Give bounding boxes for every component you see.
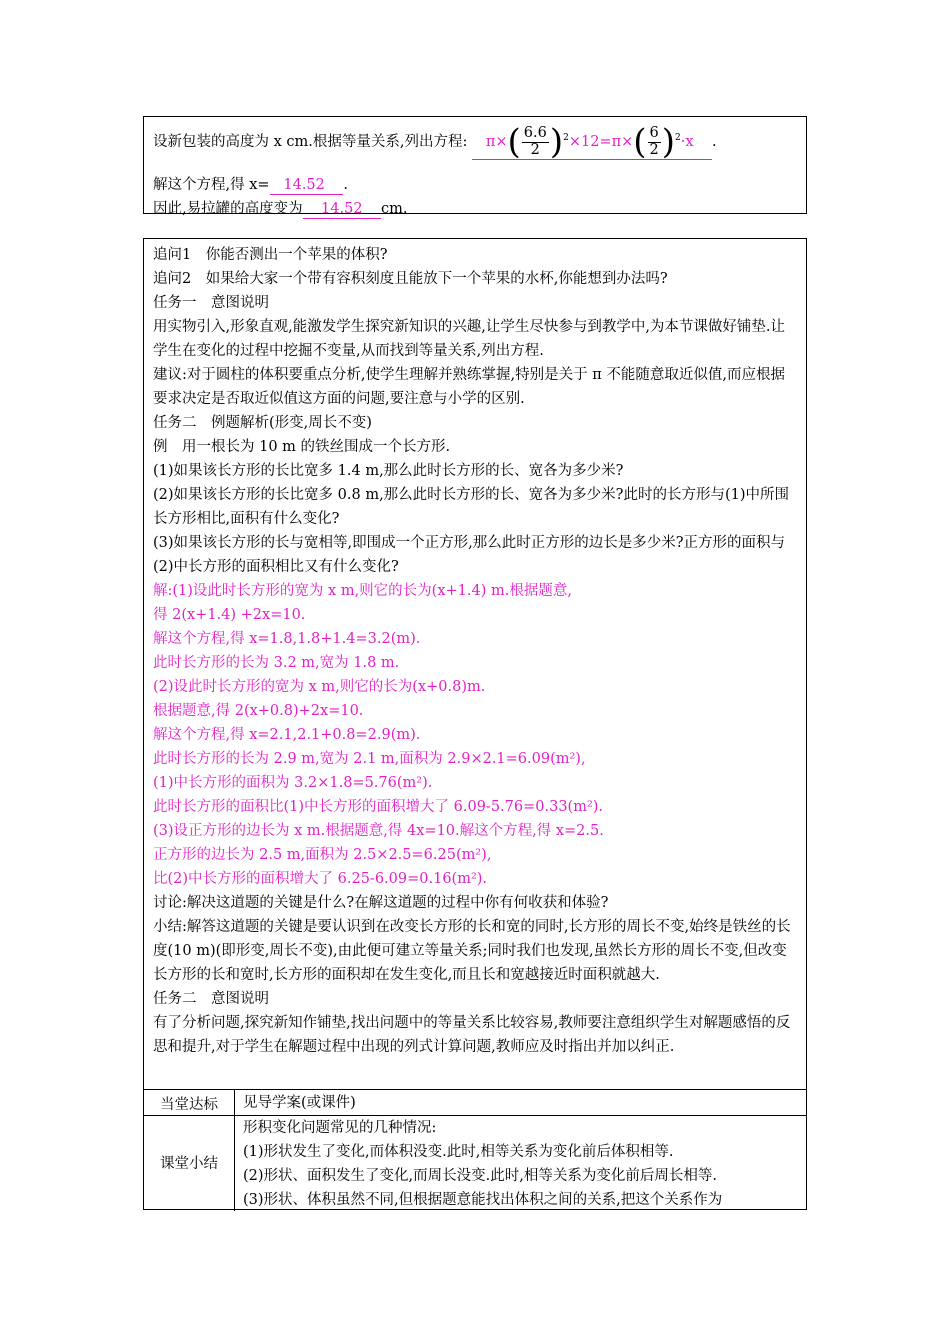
conclusion-line: 因此,易拉罐的高度变为 14.52 cm.: [153, 201, 408, 217]
discussion: 讨论:解决这道题的关键是什么?在解这道题的过程中你有何收获和体验?: [153, 895, 609, 911]
question-1: 追问1 你能否测出一个苹果的体积?: [153, 247, 388, 263]
lesson-content: [153, 243, 797, 1059]
example-question: (2)如果该长方形的长比宽多 0.8 m,那么此时长方形的长、宽各为多少米?此时的长方形与(1)中所围长方形相比,面积有什么变化?: [153, 487, 789, 527]
task-heading: 任务一 意图说明: [153, 295, 269, 311]
table-row-practice: [144, 1089, 806, 1116]
example-statement: 例 用一根长为 10 m 的铁丝围成一个长方形.: [153, 439, 451, 455]
task-heading: 任务二 意图说明: [153, 991, 269, 1007]
example-question: (1)如果该长方形的长比宽多 1.4 m,那么此时长方形的长、宽各为多少米?: [153, 463, 624, 479]
fraction-6.6-over-2: $\frac{6.6}{2}$: [523, 124, 547, 158]
paragraph: 用实物引入,形象直观,能激发学生探究新知识的兴趣,让学生尽快参与到教学中,为本节课做好铺垫.让学生在变化的过程中挖掘不变量,从而找到等量关系,列出方程.: [153, 319, 786, 359]
row-label: 当堂达标: [160, 1097, 218, 1113]
equation-line: 设新包装的高度为 x cm.根据等量关系,列出方程: π×( $\frac{6.6}{2}$ )$^2$×12=π×( $\frac{6}{2}$ )$^2$·x .: [153, 122, 717, 162]
row-value: 形积变化问题常见的几种情况: (1)形状发生了变化,而体积没变.此时,相等关系为变化前后体积相等. (2)形状、面积发生了变化,而周长没变.此时,相等关系为变化前后周长相等. (3)形状、体积虽然不同,但根据题意能找出体积之间的关系,把这个关系作为: [243, 1120, 723, 1208]
example-question: (3)如果该长方形的长与宽相等,即围成一个正方形,那么此时正方形的边长是多少米?正方形的面积与(2)中长方形的面积相比又有什么变化?: [153, 535, 786, 575]
table-row-summary: [144, 1115, 806, 1212]
equation-box: [143, 116, 807, 217]
paragraph: 有了分析问题,探究新知作铺垫,找出问题中的等量关系比较容易,教师要注意组织学生对解题感悟的反思和提升,对于学生在解题过程中出现的列式计算问题,教师应及时指出并加以纠正.: [153, 1015, 791, 1055]
task-heading: 任务二 例题解析(形变,周长不变): [153, 415, 372, 431]
row-label: 课堂小结: [160, 1156, 218, 1172]
summary: 小结:解答这道题的关键是要认识到在改变长方形的长和宽的同时,长方形的周长不变,始终是铁丝的长度(10 m)(即形变,周长不变),由此便可建立等量关系;同时我们也发现,虽然长方形的周长不变,但改变长方形的长和宽时,长方形的面积却在发生变化,而且长和宽越接近时面积就越大.: [153, 919, 791, 983]
row-value: 见导学案(或课件): [243, 1095, 356, 1111]
column-divider: [234, 1089, 235, 1211]
solve-line: 解这个方程,得 x= 14.52 .: [153, 177, 348, 193]
paragraph: 建议:对于圆柱的体积要重点分析,使学生理解并熟练掌握,特别是关于 π 不能随意取近似值,而应根据要求决定是否取近似值这方面的问题,要注意与小学的区别.: [153, 367, 785, 407]
question-2: 追问2 如果给大家一个带有容积刻度且能放下一个苹果的水杯,你能想到办法吗?: [153, 271, 668, 287]
fraction-6-over-2: $\frac{6}{2}$: [649, 124, 659, 158]
solution-block: 解:(1)设此时长方形的宽为 x m,则它的长为(x+1.4) m.根据题意, 得 2(x+1.4) +2x=10. 解这个方程,得 x=1.8,1.8+1.4=3.2(m). 此时长方形的长为 3.2 m,宽为 1.8 m. (2)设此时长方形的宽为 x m,则它的长为(x+0.8)m. 根据题意,得 2(x+0.8)+2x=10. 解这个方程,得 x=2.1,2.1+0.8=2.9(m). 此时长方形的长为 2.9 m,宽为 2.1 m,面积为 2.9×2.1=6.09(m²), (1)中长方形的面积为 3.2×1.8=5.76(m²). 此时长方形的面积比(1)中长方形的面积增大了 6.09-5.76=0.33(m²). (3)设正方形的边长为 x m.根据题意,得 4x=10.解这个方程,得 x=2.5. 正方形的边长为 2.5 m,面积为 2.5×2.5=6.25(m²), 比(2)中长方形的面积增大了 6.25-6.09=0.16(m²).: [153, 583, 604, 887]
lesson-table: [143, 238, 807, 1210]
